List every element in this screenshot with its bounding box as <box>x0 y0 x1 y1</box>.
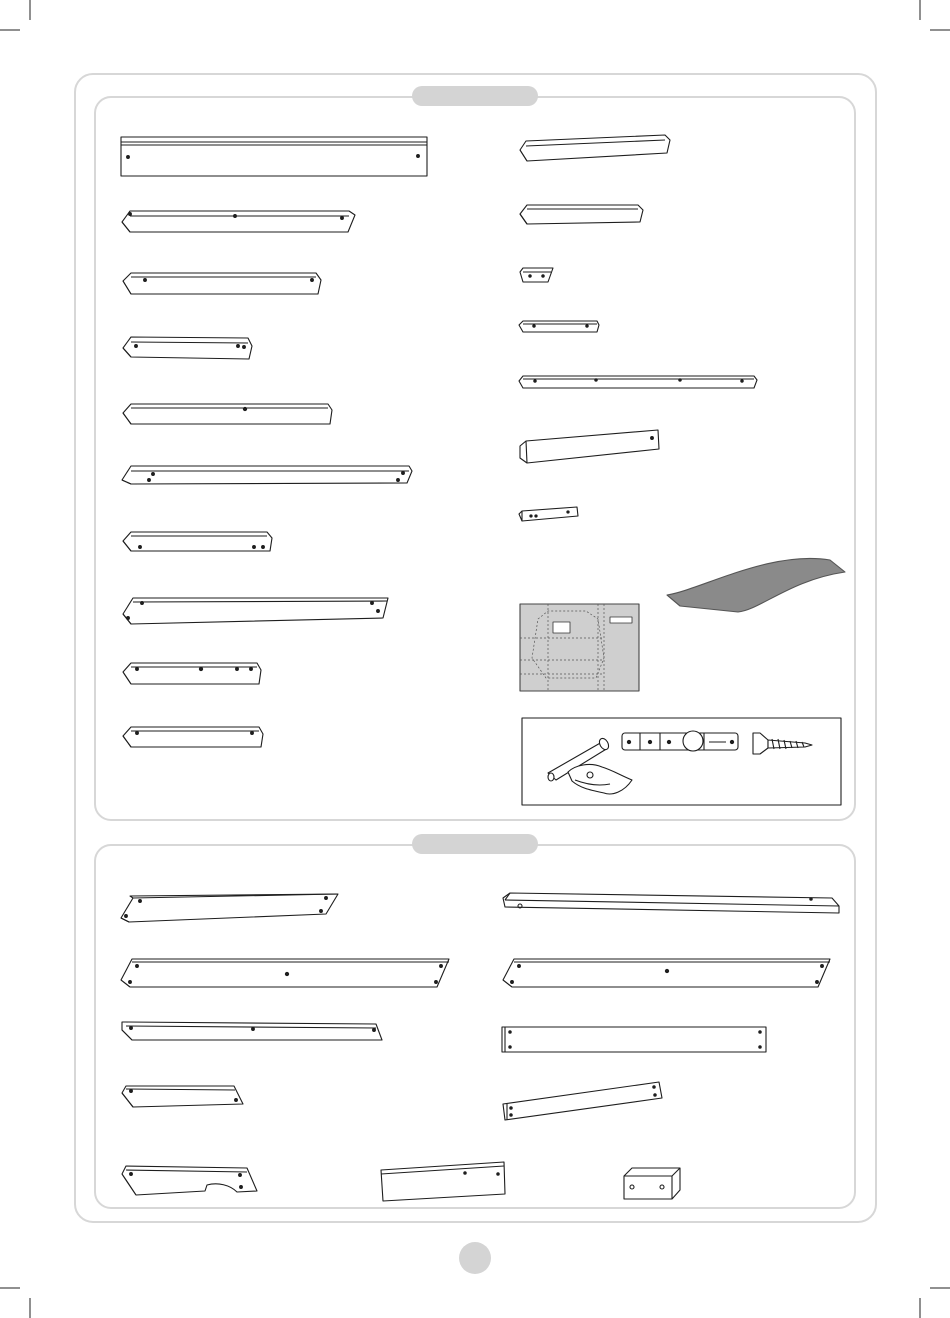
part-short-slat <box>519 321 599 332</box>
part-small-bar <box>519 507 578 521</box>
part-post-2 <box>520 205 643 224</box>
panel-5-with-cutout <box>122 1166 257 1195</box>
part-rail-board-long <box>121 137 427 176</box>
panel-3 <box>122 1022 382 1040</box>
section-panel-parts <box>95 834 855 1208</box>
section-tab <box>412 86 538 106</box>
part-post-1 <box>520 135 670 161</box>
section-tab <box>412 834 538 854</box>
part-wedge-block <box>520 268 553 282</box>
page-number-badge <box>459 1242 491 1274</box>
panel-4 <box>122 1086 243 1107</box>
part-beam-7 <box>123 598 388 624</box>
part-beam-1 <box>122 211 355 232</box>
part-beam-9 <box>123 727 263 747</box>
mattress-bag-icon <box>667 558 845 612</box>
cutting-template-icon <box>520 604 639 691</box>
panel-2 <box>121 959 449 987</box>
wood-block-icon <box>624 1168 680 1199</box>
hardware-box <box>522 718 841 805</box>
panel-1 <box>121 894 338 922</box>
part-beam-3 <box>123 337 252 359</box>
part-beam-5 <box>122 466 412 484</box>
part-beam-2 <box>123 273 321 294</box>
panel-9 <box>503 1082 662 1120</box>
panel-6 <box>503 893 839 913</box>
part-long-slat <box>519 376 757 388</box>
bracket-strip-icon <box>622 731 738 751</box>
panel-10 <box>381 1162 505 1201</box>
section-frame <box>95 97 855 820</box>
part-beam-8 <box>123 663 261 684</box>
panel-8 <box>502 1027 766 1052</box>
panel-7 <box>503 959 830 987</box>
section-wood-parts <box>95 86 855 820</box>
part-beam-4 <box>123 404 332 424</box>
part-beam-6 <box>123 532 272 551</box>
part-thick-board <box>520 430 659 463</box>
